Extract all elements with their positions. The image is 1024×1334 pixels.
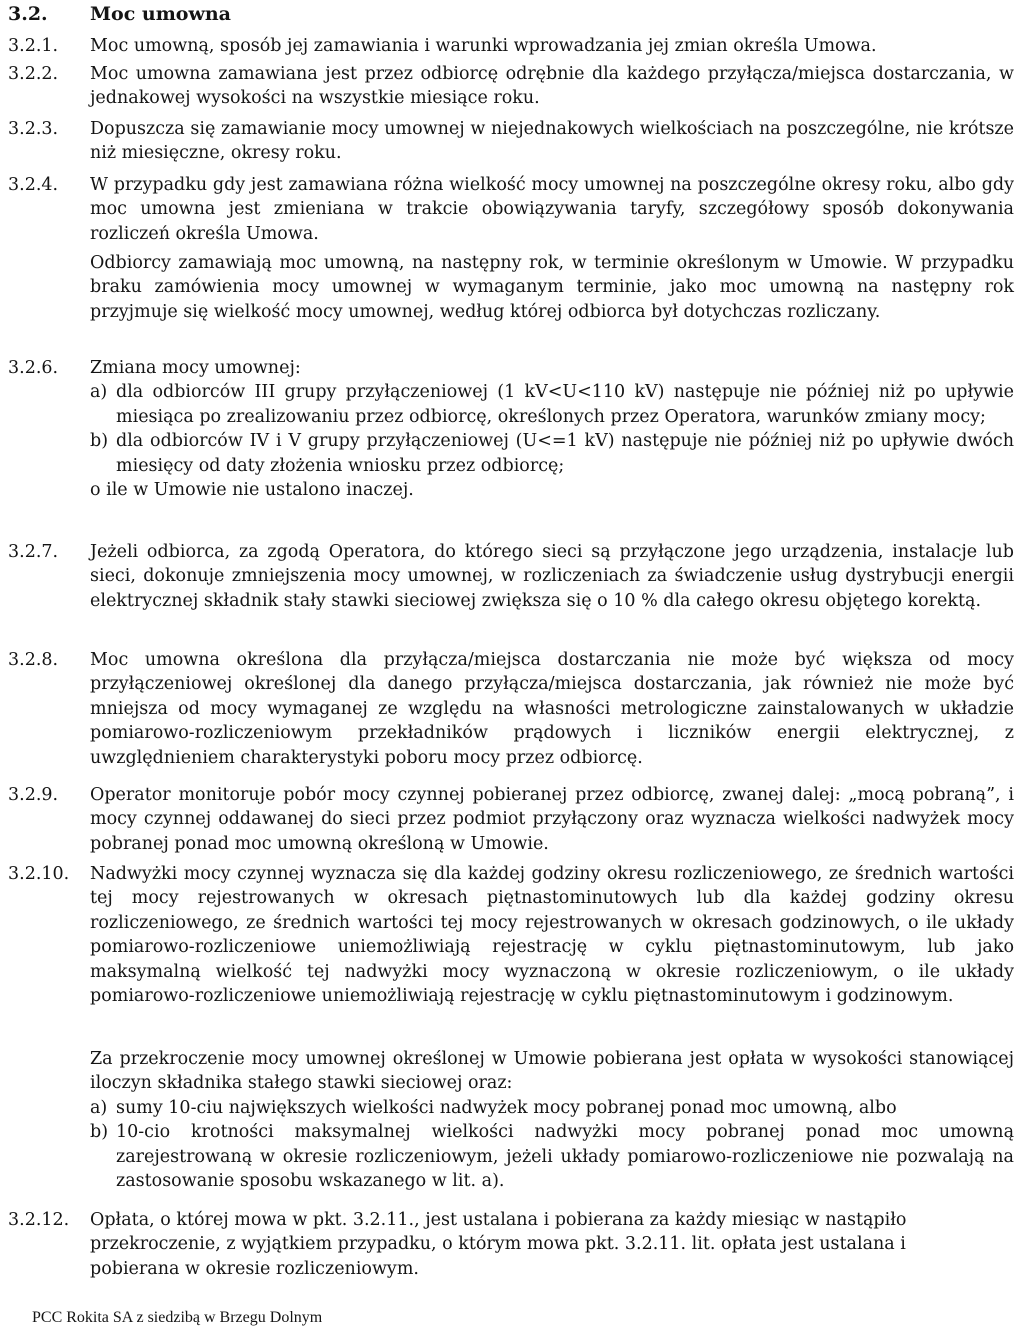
paragraph-3-2-10 — [8, 862, 1014, 1008]
list-item-b — [90, 429, 1014, 478]
paragraph-number: 3.2.1. — [8, 36, 59, 56]
heading-title: Moc umowna — [90, 3, 231, 25]
paragraph-text: Nadwyżki mocy czynnej wyznacza się dla każdej godziny okresu rozliczeniowego, ze średnich wartości tej mocy rejestrowanych w okresach piętnastominutowych lub dla każdej godziny okresu rozliczeniowego, ze średnich wartości tej mocy rejestrowanych w okresach godzinowych, o ile układy pomiarowo-rozliczeniowe uniemożliwiają rejestrację w cyklu piętnastominutowym, lub jako maksymalną wielkość tej nadwyżki mocy wyznaczoną w okresie rozliczeniowym, o ile układy pomiarowo-rozliczeniowe uniemożliwiają rejestrację w cyklu piętnastominutowym i godzinowym. — [90, 864, 1014, 1007]
paragraph-3-2-9 — [8, 783, 1014, 856]
paragraph-3-2-2 — [8, 62, 1014, 111]
paragraph-text: Opłata, o której mowa w pkt. 3.2.11., jest ustalana i pobierana za każdy miesiąc w nastąpiło przekroczenie, z wyjątkiem przypadku, o którym mowa pkt. 3.2.11. lit. opłata jest ustalana i pobierana w okresie rozliczeniowym. — [90, 1210, 907, 1279]
paragraph-number: 3.2.10. — [8, 864, 70, 884]
paragraph-number: 3.2.7. — [8, 542, 59, 562]
paragraph-text: Moc umowną, sposób jej zamawiania i warunki wprowadzania jej zmian określa Umowa. — [90, 36, 877, 56]
heading-number: 3.2. — [8, 3, 48, 25]
paragraph-number: 3.2.9. — [8, 785, 59, 805]
section-heading — [8, 2, 231, 26]
paragraph-3-2-6 — [8, 356, 1014, 502]
paragraph-outro: o ile w Umowie nie ustalono inaczej. — [90, 480, 414, 501]
list-label: b) — [90, 1122, 109, 1143]
paragraph-text: Operator monitoruje pobór mocy czynnej pobieranej przez odbiorcę, zwanej dalej: „mocą pobraną”, i mocy czynnej oddawanej do sieci przez podmiot przyłączony oraz wyznacza wielkości nadwyżek mocy pobranej ponad moc umowną określoną w Umowie. — [90, 785, 1014, 854]
paragraph-number: 3.2.4. — [8, 175, 59, 195]
paragraph-number: 3.2.12. — [8, 1210, 70, 1230]
list-text: 10-cio krotności maksymalnej wielkości nadwyżki mocy pobranej ponad moc umowną zarejestrowaną w okresie rozliczeniowym, jeżeli układy pomiarowo-rozliczeniowe nie pozwalają na zastosowanie sposobu wskazanego w lit. a). — [116, 1122, 1014, 1192]
paragraph-number: 3.2.8. — [8, 650, 59, 670]
paragraph-number: 3.2.2. — [8, 64, 59, 84]
paragraph-3-2-12 — [8, 1208, 1014, 1281]
paragraph-3-2-5 — [8, 251, 1014, 324]
paragraph-3-2-1 — [8, 34, 1014, 58]
paragraph-text: Moc umowna zamawiana jest przez odbiorcę odrębnie dla każdego przyłącza/miejsca dostarczania, w jednakowej wysokości na wszystkie miesiące roku. — [90, 64, 1014, 109]
paragraph-3-2-3 — [8, 117, 1014, 166]
paragraph-3-2-7 — [8, 540, 1014, 613]
list-text: dla odbiorców IV i V grupy przyłączeniowej (U<=1 kV) następuje nie później niż po upływie dwóch miesięcy od daty złożenia wniosku przez odbiorcę; — [116, 431, 1014, 476]
paragraph-3-2-4 — [8, 173, 1014, 246]
paragraph-number: 3.2.6. — [8, 358, 59, 378]
paragraph-3-2-8 — [8, 648, 1014, 770]
paragraph-text: W przypadku gdy jest zamawiana różna wielkość mocy umownej na poszczególne okresy roku, albo gdy moc umowna jest zmieniana w trakcie obowiązywania taryfy, szczegółowy sposób dokonywania rozliczeń określa Umowa. — [90, 175, 1014, 244]
paragraph-text: Jeżeli odbiorca, za zgodą Operatora, do którego sieci są przyłączone jego urządzenia, instalacje lub sieci, dokonuje zmniejszenia mocy umownej, w rozliczeniach za świadczenie usług dystrybucji energii elektrycznej składnik stały stawki sieciowej zwiększa się o 10 % dla całego okresu objętego korektą. — [90, 542, 1014, 611]
list-label: a) — [90, 1097, 108, 1118]
paragraph-number: 3.2.3. — [8, 119, 59, 139]
list-item-a — [90, 380, 1014, 429]
paragraph-intro: Zmiana mocy umownej: — [90, 358, 301, 378]
paragraph-text: Dopuszcza się zamawianie mocy umownej w niejednakowych wielkościach na poszczególne, nie krótsze niż miesięczne, okresy roku. — [90, 119, 1014, 164]
paragraph-intro: Za przekroczenie mocy umownej określonej w Umowie pobierana jest opłata w wysokości stanowiącej iloczyn składnika stałego stawki sieciowej oraz: — [90, 1049, 1014, 1094]
page-footer: PCC Rokita SA z siedzibą w Brzegu Dolnym — [32, 1309, 323, 1326]
list-item-b — [90, 1120, 1014, 1193]
list-label: a) — [90, 382, 108, 403]
paragraph-text: Odbiorcy zamawiają moc umowną, na następny rok, w terminie określonym w Umowie. W przypadku braku zamówienia mocy umownej w wymaganym terminie, jako moc umowną na następny rok przyjmuje się wielkość mocy umownej, według której odbiorca był dotychczas rozliczany. — [90, 253, 1014, 322]
list-item-a — [90, 1096, 1014, 1120]
list-label: b) — [90, 431, 109, 452]
paragraph-text: Moc umowna określona dla przyłącza/miejsca dostarczania nie może być większa od mocy przyłączeniowej określonej dla danego przyłącza/miejsca dostarczania, jak również nie może być mniejsza od mocy wymaganej ze względu na własności metrologiczne zainstalowanych w układzie pomiarowo-rozliczeniowym przekładników prądowych i liczników energii elektrycznej, z uwzględnieniem charakterystyki poboru mocy przez odbiorcę. — [90, 650, 1014, 768]
list-text: sumy 10-ciu największych wielkości nadwyżek mocy pobranej ponad moc umowną, albo — [116, 1097, 897, 1118]
paragraph-3-2-11 — [8, 1047, 1014, 1193]
list-text: dla odbiorców III grupy przyłączeniowej (1 kV<U<110 kV) następuje nie później niż po upływie miesiąca po zrealizowaniu przez odbiorcę, określonych przez Operatora, warunków zmiany mocy; — [116, 382, 1014, 427]
